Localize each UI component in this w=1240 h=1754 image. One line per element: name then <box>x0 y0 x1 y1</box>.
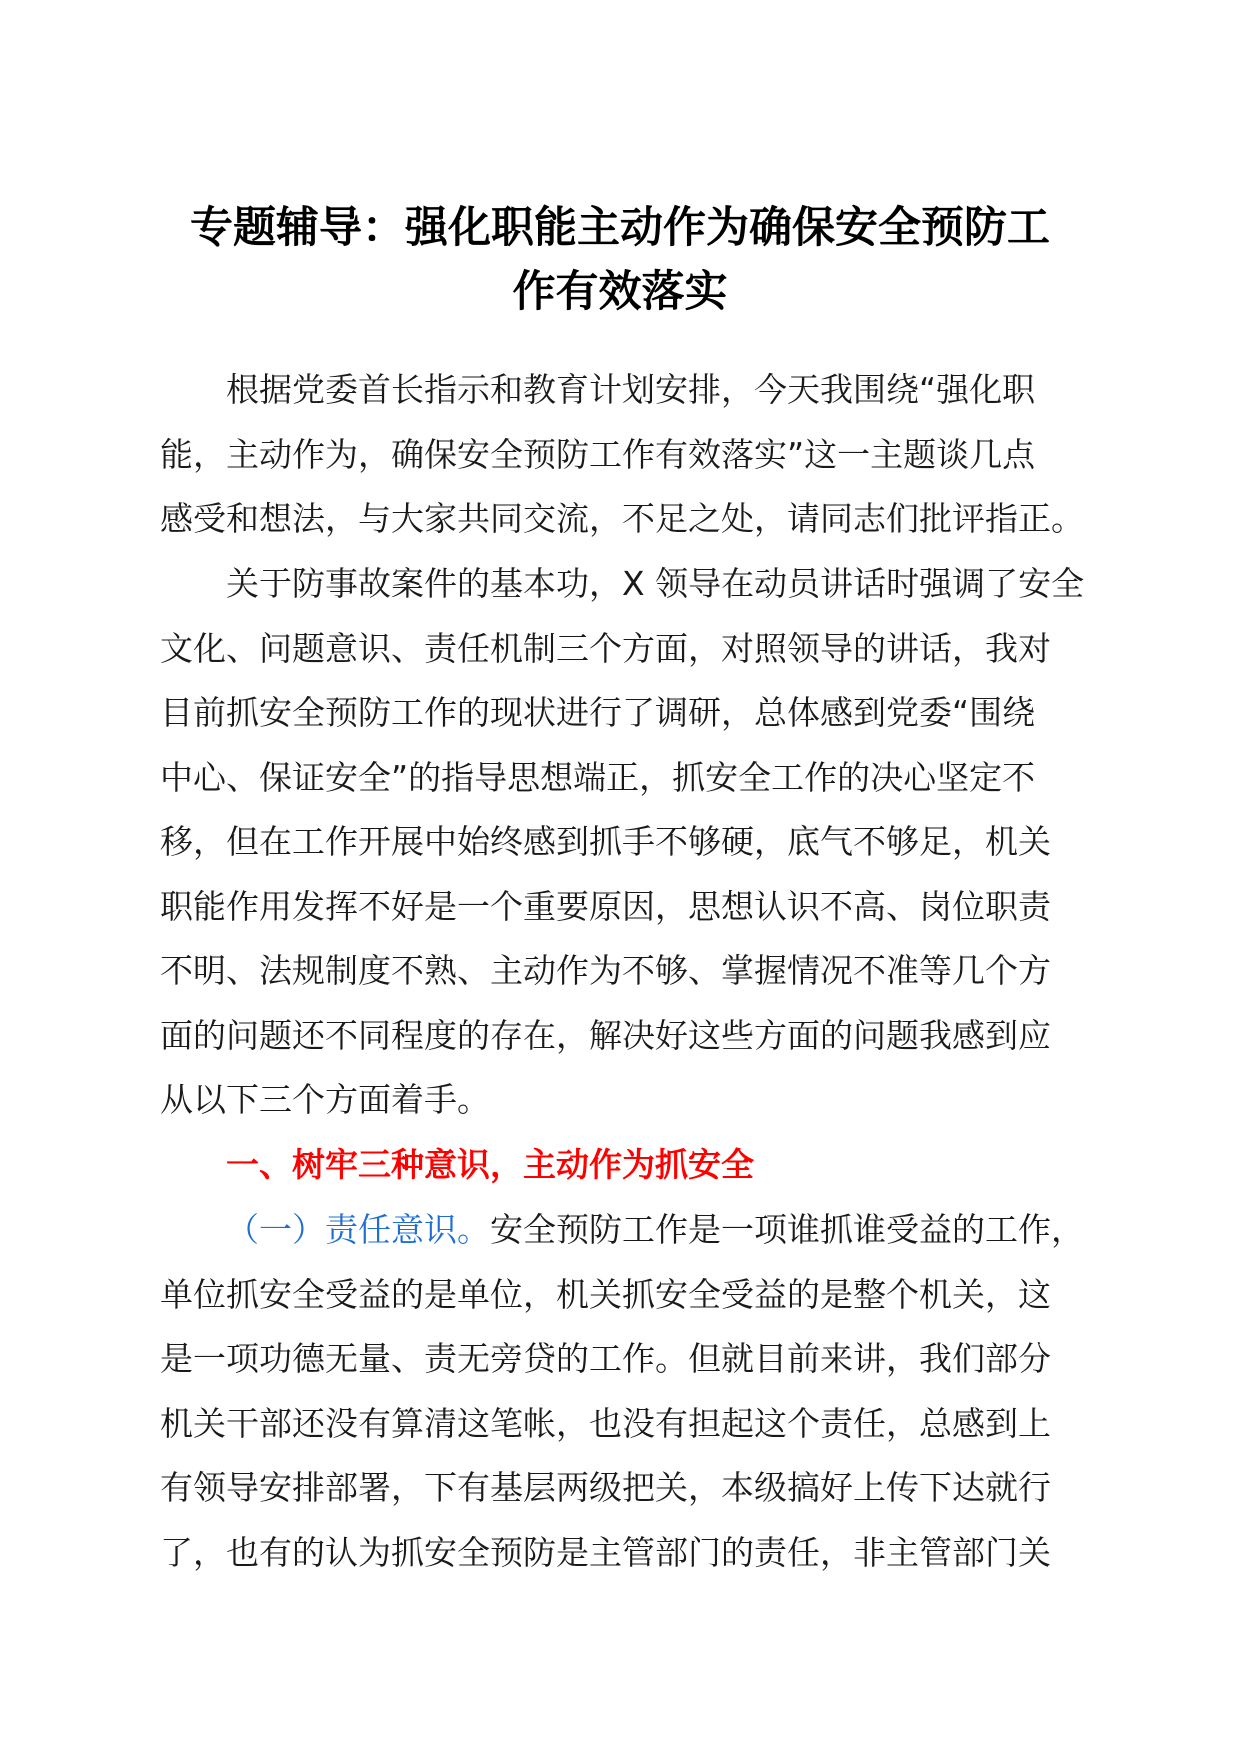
text-line: 感受和想法，与大家共同交流，不足之处，请同志们批评指正。 <box>160 499 1084 538</box>
text-line: 了，也有的认为抓安全预防是主管部门的责任，非主管部门关 <box>160 1532 1051 1572</box>
section-heading: 一、树牢三种意识，主动作为抓安全 <box>226 1145 754 1184</box>
text-line: 中心、保证安全”的指导思想端正，抓安全工作的决心坚定不 <box>160 757 1036 797</box>
title-line: 作有效落实 <box>512 267 728 317</box>
paragraph-responsibility <box>160 1198 1090 1585</box>
text-line: 从以下三个方面着手。 <box>160 1080 490 1119</box>
subsection-first-line: 安全预防工作是一项谁抓谁受益的工作， <box>490 1210 1084 1249</box>
paragraph-background <box>160 552 1090 1133</box>
text-line: 关于防事故案件的基本功，X 领导在动员讲话时强调了安全 <box>226 564 1085 603</box>
text-line: 能，主动作为，确保安全预防工作有效落实”这一主题谈几点 <box>160 434 1036 474</box>
text-line: 有领导安排部署，下有基层两级把关，本级搞好上传下达就行 <box>160 1468 1051 1507</box>
text-line: 文化、问题意识、责任机制三个方面，对照领导的讲话，我对 <box>160 628 1051 668</box>
text-line: 移，但在工作开展中始终感到抓手不够硬，底气不够足，机关 <box>160 822 1051 861</box>
title-line: 专题辅导：强化职能主动作为确保安全预防工 <box>190 203 1050 253</box>
text-line: 机关干部还没有算清这笔帐，也没有担起这个责任，总感到上 <box>160 1403 1051 1443</box>
paragraph-intro <box>160 358 1090 552</box>
text-line: 面的问题还不同程度的存在，解决好这些方面的问题我感到应 <box>160 1015 1051 1055</box>
text-line: 根据党委首长指示和教育计划安排，今天我围绕“强化职 <box>226 370 1036 409</box>
subsection-heading: （一）责任意识。 <box>226 1210 490 1249</box>
text-line <box>160 1198 1090 1263</box>
text-line: 单位抓安全受益的是单位，机关抓安全受益的是整个机关，这 <box>160 1274 1051 1314</box>
text-line: 不明、法规制度不熟、主动作为不够、掌握情况不准等几个方 <box>160 951 1051 990</box>
text-line: 是一项功德无量、责无旁贷的工作。但就目前来讲，我们部分 <box>160 1339 1051 1378</box>
text-line: 职能作用发挥不好是一个重要原因，思想认识不高、岗位职责 <box>160 886 1051 926</box>
document-title <box>150 196 1090 324</box>
text-line: 目前抓安全预防工作的现状进行了调研，总体感到党委“围绕 <box>160 693 1036 732</box>
